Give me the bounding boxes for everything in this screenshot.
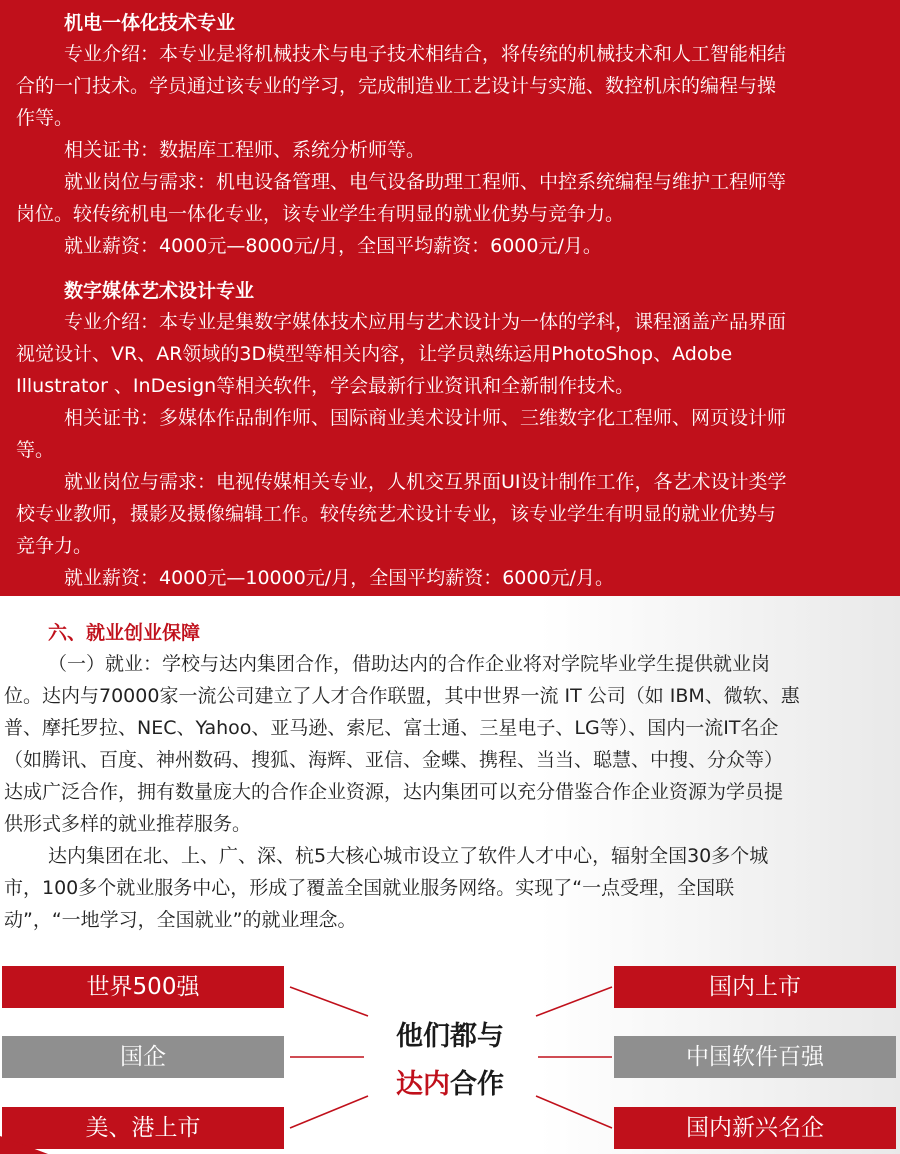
media-jobs: 就业岗位与需求：电视传媒相关专业，人机交互界面UI设计制作工作，各艺术设计类学 xyxy=(64,471,787,493)
media-jobs: 竞争力。 xyxy=(16,535,93,557)
media-intro: 专业介绍：本专业是集数字媒体技术应用与艺术设计为一体的学科，课程涵盖产品界面 xyxy=(64,311,787,333)
paragraph-line: 普、摩托罗拉、NEC、Yahoo、亚马逊、索尼、富士通、三星电子、LG等）、国内一流IT名企 xyxy=(4,717,779,739)
paragraph-line: 供形式多样的就业推荐服务。 xyxy=(4,813,252,835)
media-cert: 等。 xyxy=(16,439,55,461)
section-title: 六、就业创业保障 xyxy=(48,622,201,644)
center-caption-line1: 他们都与 xyxy=(396,1021,504,1052)
paragraph-line: 动”，“一地学习，全国就业”的就业理念。 xyxy=(4,909,357,931)
corner-decoration xyxy=(0,1136,48,1154)
mech-cert: 相关证书：数据库工程师、系统分析师等。 xyxy=(64,139,426,161)
paragraph-line: （一）就业：学校与达内集团合作，借助达内的合作企业将对学院毕业学生提供就业岗 xyxy=(48,653,771,675)
paragraph-line: 位。达内与70000家一流公司建立了人才合作联盟，其中世界一流 IT 公司（如 IBM、微软、惠 xyxy=(4,685,800,707)
partner-box-right-2: 中国软件百强 xyxy=(614,1036,896,1078)
media-intro: 视觉设计、VR、AR领域的3D模型等相关内容，让学员熟练运用PhotoShop、Adobe xyxy=(16,343,733,365)
partner-box-left-3: 美、港上市 xyxy=(2,1107,284,1149)
paragraph-line: （如腾讯、百度、神州数码、搜狐、海辉、亚信、金蝶、携程、当当、聪慧、中搜、分众等） xyxy=(4,749,784,771)
connector-line xyxy=(290,1096,368,1128)
mech-intro: 合的一门技术。学员通过该专业的学习，完成制造业工艺设计与实施、数控机床的编程与操 xyxy=(16,75,777,97)
connector-line xyxy=(536,987,612,1016)
mech-title: 机电一体化技术专业 xyxy=(64,12,236,34)
partner-box-right-3: 国内新兴名企 xyxy=(614,1107,896,1149)
center-caption-rest: 合作 xyxy=(450,1069,504,1100)
media-intro: Illustrator 、InDesign等相关软件，学会最新行业资讯和全新制作技术。 xyxy=(16,375,635,397)
center-caption-line2 xyxy=(390,1062,510,1101)
media-title: 数字媒体艺术设计专业 xyxy=(64,280,255,302)
paragraph-line: 达内集团在北、上、广、深、杭5大核心城市设立了软件人才中心，辐射全国30多个城 xyxy=(48,845,769,867)
paragraph-line: 市，100多个就业服务中心，形成了覆盖全国就业服务网络。实现了“一点受理，全国联 xyxy=(4,877,735,899)
employment-section xyxy=(0,596,900,1154)
connector-line xyxy=(536,1096,612,1128)
mech-intro: 专业介绍：本专业是将机械技术与电子技术相结合，将传统的机械技术和人工智能相结 xyxy=(64,43,787,65)
connector-line xyxy=(290,987,368,1016)
mech-jobs: 岗位。较传统机电一体化专业，该专业学生有明显的就业优势与竞争力。 xyxy=(16,203,625,225)
media-jobs: 校专业教师，摄影及摄像编辑工作。较传统艺术设计专业，该专业学生有明显的就业优势与 xyxy=(16,503,777,525)
partner-box-left-2: 国企 xyxy=(2,1036,284,1078)
paragraph-line: 达成广泛合作，拥有数量庞大的合作企业资源，达内集团可以充分借鉴合作企业资源为学员提 xyxy=(4,781,784,803)
mech-jobs: 就业岗位与需求：机电设备管理、电气设备助理工程师、中控系统编程与维护工程师等 xyxy=(64,171,787,193)
media-salary: 就业薪资：4000元—10000元/月，全国平均薪资：6000元/月。 xyxy=(64,567,614,589)
partner-box-left-1: 世界500强 xyxy=(2,966,284,1008)
mech-intro: 作等。 xyxy=(16,107,74,129)
center-caption-highlight: 达内 xyxy=(396,1069,450,1100)
mech-salary: 就业薪资：4000元—8000元/月，全国平均薪资：6000元/月。 xyxy=(64,235,602,257)
media-cert: 相关证书：多媒体作品制作师、国际商业美术设计师、三维数字化工程师、网页设计师 xyxy=(64,407,787,429)
partner-box-right-1: 国内上市 xyxy=(614,966,896,1008)
